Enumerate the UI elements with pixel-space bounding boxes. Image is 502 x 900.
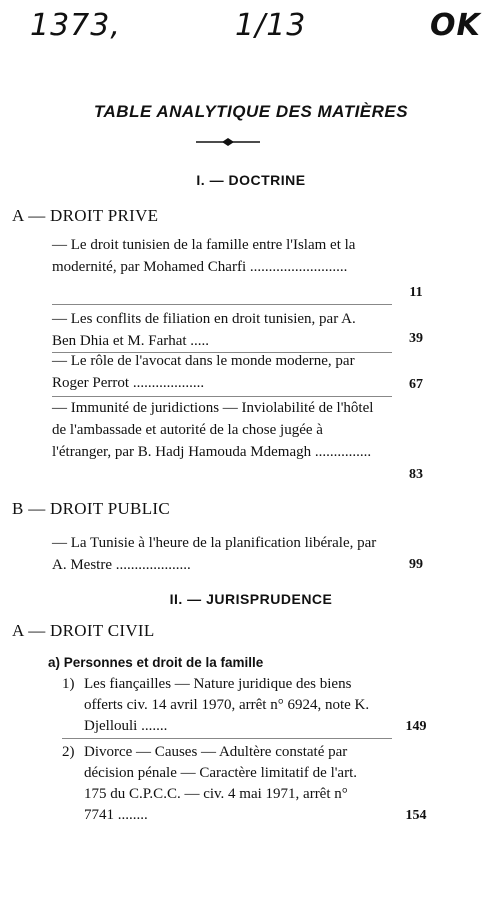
subheading: a) Personnes et droit de la famille [48, 655, 264, 670]
page-title: TABLE ANALYTIQUE DES MATIÈRES [93, 102, 409, 121]
item-number: 2) [62, 744, 75, 760]
item-number: 1) [62, 676, 75, 692]
part-droit-prive: A — DROIT PRIVE [12, 206, 159, 225]
entry-text: — La Tunisie à l'heure de la planification libérale, par A. Mestre .................... [52, 535, 377, 573]
entry-text: — Les conflits de filiation en droit tunisien, par A. Ben Dhia et M. Farhat ..... [52, 311, 356, 349]
section-jurisprudence: II. — JURISPRUDENCE [169, 591, 333, 607]
toc-entry [52, 397, 380, 463]
entry-page: 39 [409, 331, 423, 346]
section-doctrine: I. — DOCTRINE [196, 172, 306, 188]
item-page: 149 [405, 719, 427, 734]
entry-text: — Le rôle de l'avocat dans le monde moderne, par Roger Perrot ................... [52, 353, 355, 391]
title-ornament [196, 138, 260, 146]
entry-page: 67 [409, 377, 423, 392]
item-text: Les fiançailles — Nature juridique des biens offerts civ. 14 avril 1970, arrêt n° 6924, note K. Djellouli ....... [84, 676, 370, 734]
toc-entry [52, 234, 380, 278]
item-text: Divorce — Causes — Adultère constaté par décision pénale — Caractère limitatif de l'art. 175 du C.P.C.C. — civ. 4 mai 1971, arrêt n° 7741 ........ [84, 744, 358, 823]
list-item [62, 742, 380, 826]
divider [62, 738, 392, 739]
entry-page: 83 [409, 467, 423, 482]
toc-entry [52, 308, 380, 352]
toc-entry [52, 532, 380, 576]
entry-page: 99 [409, 557, 423, 572]
entry-text: — Immunité de juridictions — Inviolabilité de l'hôtel de l'ambassade et autorité de la chose jugée à l'étranger, par B. Hadj Hamouda Mdemagh ............... [52, 400, 374, 460]
list-item [62, 674, 380, 737]
item-page: 154 [405, 808, 427, 823]
entry-text: — Le droit tunisien de la famille entre l'Islam et la modernité, par Mohamed Charfi .......................... [52, 237, 356, 275]
handwritten-issue: 1/13 [235, 8, 307, 43]
entry-page: 11 [409, 285, 423, 300]
part-droit-public: B — DROIT PUBLIC [12, 499, 170, 518]
handwritten-ok-mark: OK [430, 8, 481, 43]
handwritten-reference: 1373, [30, 8, 121, 43]
part-droit-civil: A — DROIT CIVIL [12, 621, 155, 640]
toc-entry [52, 350, 380, 394]
divider [52, 304, 392, 305]
